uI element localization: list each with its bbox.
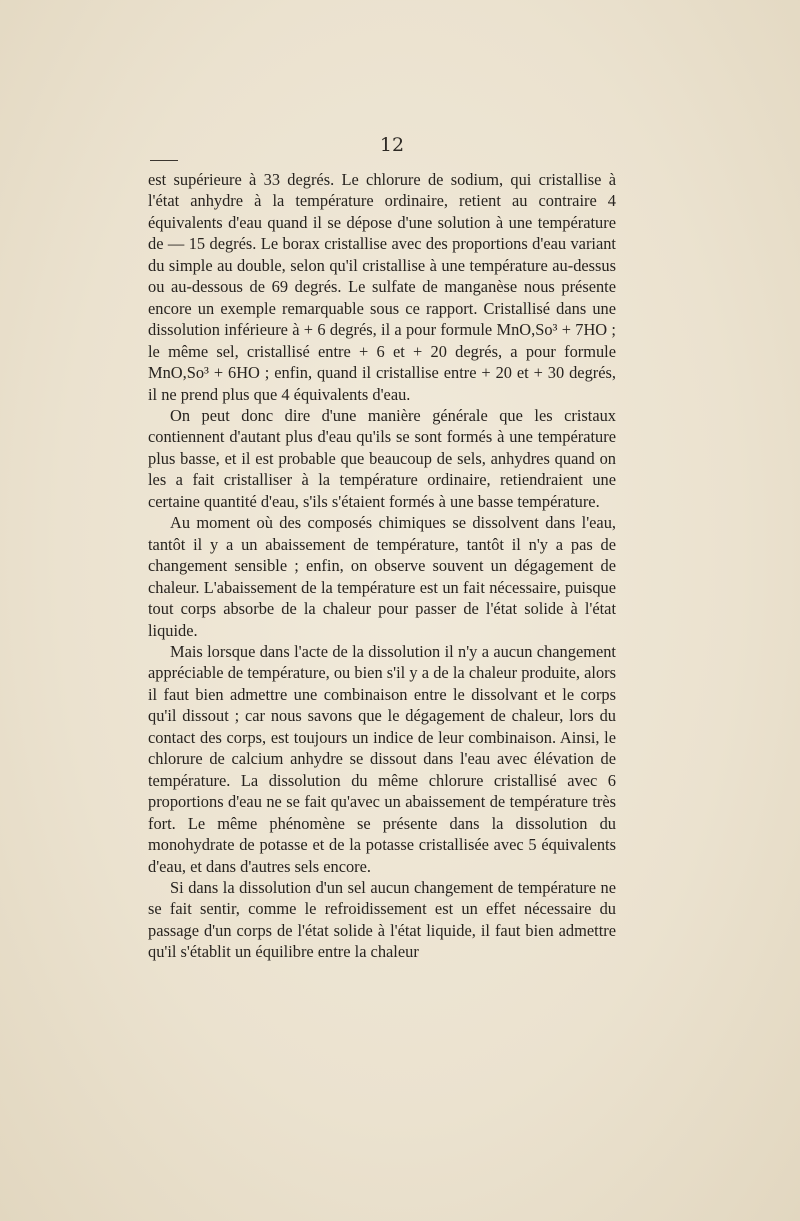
- paragraph-5: Si dans la dissolution d'un sel aucun changement de température ne se fait sentir, comme le refroidissement est un effet nécessaire du passage d'un corps de l'état solide à l'état liquide, il faut bien admettre qu'il s'établit un équilibre entre la chaleur: [148, 877, 616, 962]
- paragraph-3: Au moment où des composés chimiques se dissolvent dans l'eau, tantôt il y a un abaissement de température, tantôt il n'y a pas de changement sensible ; enfin, on observe souvent un dégagement de chaleur. L'abaissement de la température est un fait nécessaire, puisque tout corps absorbe de la chaleur pour passer de l'état solide à l'état liquide.: [148, 513, 616, 640]
- paragraph-1: est supérieure à 33 degrés. Le chlorure de sodium, qui cristallise à l'état anhydre à la température ordinaire, retient au contraire 4 équivalents d'eau quand il se dépose d'une solution à une température de — 15 degrés. Le borax cristallise avec des proportions d'eau variant du simple au double, selon qu'il cristallise à une température au-dessus ou au-dessous de 69 degrés. Le sulfate de manganèse nous présente encore un exemple remarquable sous ce rapport. Cristallisé dans une dissolution inférieure à + 6 degrés, il a pour formule MnO,So³ + 7HO ; le même sel, cristallisé entre + 6 et + 20 degrés, a pour formule MnO,So³ + 6HO ; enfin, quand il cristallise entre + 20 et + 30 degrés, il ne prend plus que 4 équivalents d'eau.: [148, 170, 616, 404]
- page-number: 12: [379, 134, 405, 156]
- header-rule-mark: [150, 160, 178, 161]
- paragraph-4: Mais lorsque dans l'acte de la dissolution il n'y a aucun changement appréciable de température, ou bien s'il y a de la chaleur produite, alors il faut bien admettre une combinaison entre le dissolvant et le corps qu'il dissout ; car nous savons que le dégagement de chaleur, lors du contact des corps, est toujours un indice de leur combinaison. Ainsi, le chlorure de calcium anhydre se dissout dans l'eau avec élévation de température. La dissolution du même chlorure cristallisé avec 6 proportions d'eau ne se fait qu'avec un abaissement de température très fort. Le même phénomène se présente dans la dissolution du monohydrate de potasse et de la potasse cristallisée avec 5 équivalents d'eau, et dans d'autres sels encore.: [148, 641, 616, 876]
- body-text: [148, 169, 616, 963]
- paragraph-2: On peut donc dire d'une manière générale que les cristaux contiennent d'autant plus d'eau qu'ils se sont formés à une température plus basse, et il est probable que beaucoup de sels, anhydres quand on les a fait cristalliser à la température ordinaire, retiendraient une certaine quantité d'eau, s'ils s'étaient formés à une basse température.: [148, 405, 616, 511]
